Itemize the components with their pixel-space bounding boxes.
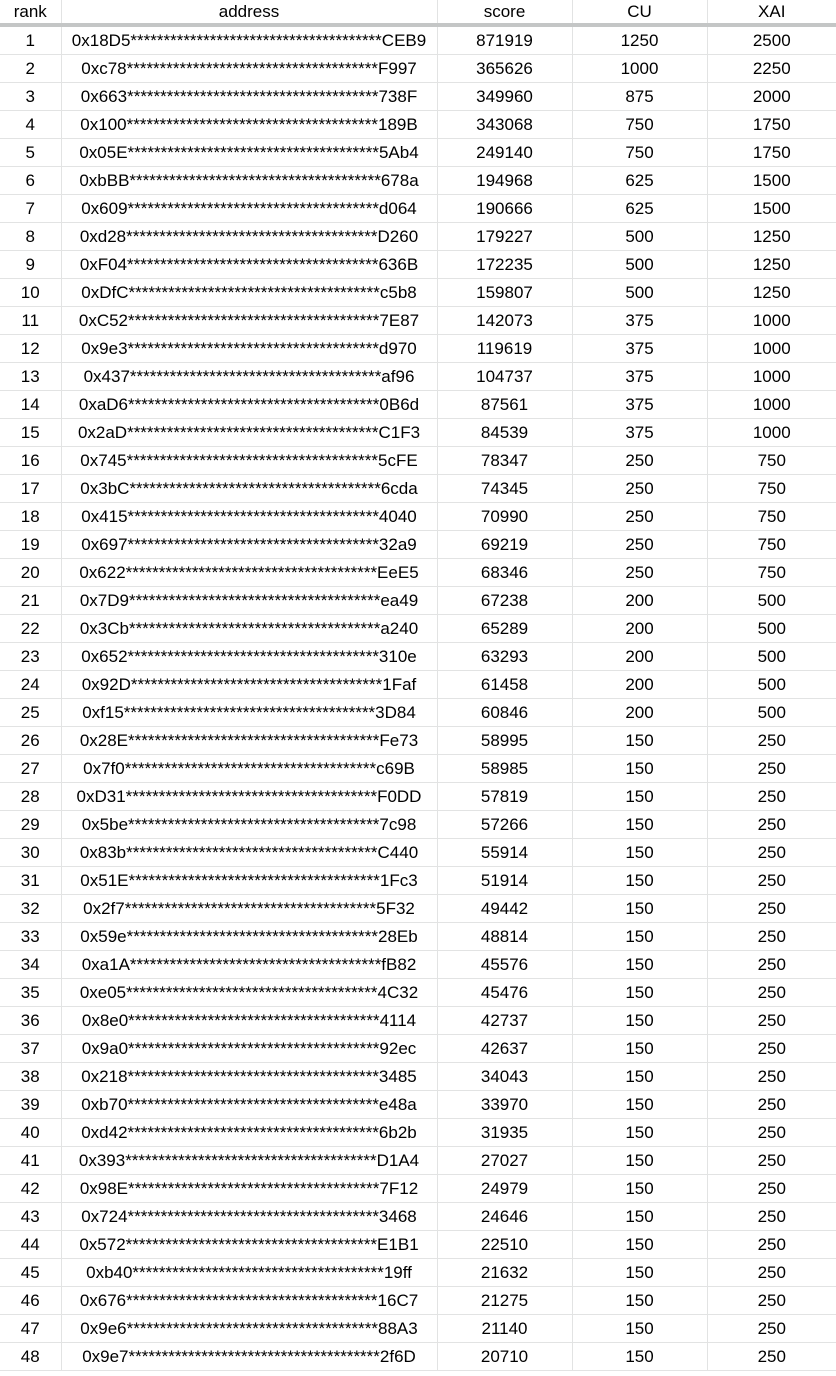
table-row[interactable] <box>0 1007 836 1035</box>
table-row[interactable] <box>0 167 836 195</box>
xai-cell[interactable]: 500 <box>707 643 836 671</box>
score-cell[interactable]: 58985 <box>437 755 572 783</box>
xai-cell[interactable]: 250 <box>707 839 836 867</box>
cu-cell[interactable]: 150 <box>572 811 707 839</box>
table-row[interactable] <box>0 755 836 783</box>
xai-cell[interactable]: 1000 <box>707 391 836 419</box>
rank-cell[interactable]: 30 <box>0 839 61 867</box>
xai-cell[interactable]: 500 <box>707 587 836 615</box>
rank-cell[interactable]: 4 <box>0 111 61 139</box>
table-row[interactable] <box>0 139 836 167</box>
address-cell[interactable]: 0x572**************************************E1B1 <box>61 1231 437 1259</box>
rank-cell[interactable]: 29 <box>0 811 61 839</box>
score-cell[interactable]: 69219 <box>437 531 572 559</box>
xai-cell[interactable]: 250 <box>707 727 836 755</box>
score-cell[interactable]: 42637 <box>437 1035 572 1063</box>
score-cell[interactable]: 142073 <box>437 307 572 335</box>
table-row[interactable] <box>0 419 836 447</box>
rank-cell[interactable]: 42 <box>0 1175 61 1203</box>
rank-cell[interactable]: 45 <box>0 1259 61 1287</box>
cu-cell[interactable]: 150 <box>572 1259 707 1287</box>
address-cell[interactable]: 0xe05**************************************4C32 <box>61 979 437 1007</box>
column-header-score[interactable]: score <box>437 0 572 25</box>
cu-cell[interactable]: 150 <box>572 1315 707 1343</box>
rank-cell[interactable]: 17 <box>0 475 61 503</box>
xai-cell[interactable]: 250 <box>707 951 836 979</box>
score-cell[interactable]: 871919 <box>437 25 572 55</box>
cu-cell[interactable]: 1000 <box>572 55 707 83</box>
xai-cell[interactable]: 250 <box>707 1007 836 1035</box>
rank-cell[interactable]: 15 <box>0 419 61 447</box>
score-cell[interactable]: 365626 <box>437 55 572 83</box>
table-row[interactable] <box>0 111 836 139</box>
score-cell[interactable]: 45576 <box>437 951 572 979</box>
score-cell[interactable]: 21275 <box>437 1287 572 1315</box>
table-row[interactable] <box>0 895 836 923</box>
table-row[interactable] <box>0 195 836 223</box>
cu-cell[interactable]: 500 <box>572 251 707 279</box>
table-row[interactable] <box>0 643 836 671</box>
cu-cell[interactable]: 150 <box>572 755 707 783</box>
rank-cell[interactable]: 21 <box>0 587 61 615</box>
address-cell[interactable]: 0x7f0**************************************c69B <box>61 755 437 783</box>
cu-cell[interactable]: 375 <box>572 335 707 363</box>
xai-cell[interactable]: 250 <box>707 1035 836 1063</box>
score-cell[interactable]: 21140 <box>437 1315 572 1343</box>
table-row[interactable] <box>0 503 836 531</box>
address-cell[interactable]: 0xb40**************************************19ff <box>61 1259 437 1287</box>
score-cell[interactable]: 67238 <box>437 587 572 615</box>
address-cell[interactable]: 0xa1A**************************************fB82 <box>61 951 437 979</box>
table-row[interactable] <box>0 587 836 615</box>
cu-cell[interactable]: 150 <box>572 1203 707 1231</box>
score-cell[interactable]: 60846 <box>437 699 572 727</box>
cu-cell[interactable]: 250 <box>572 559 707 587</box>
cu-cell[interactable]: 375 <box>572 391 707 419</box>
cu-cell[interactable]: 375 <box>572 307 707 335</box>
score-cell[interactable]: 24646 <box>437 1203 572 1231</box>
cu-cell[interactable]: 200 <box>572 587 707 615</box>
address-cell[interactable]: 0x3Cb**************************************a240 <box>61 615 437 643</box>
address-cell[interactable]: 0x28E**************************************Fe73 <box>61 727 437 755</box>
address-cell[interactable]: 0xd42**************************************6b2b <box>61 1119 437 1147</box>
xai-cell[interactable]: 750 <box>707 559 836 587</box>
cu-cell[interactable]: 200 <box>572 643 707 671</box>
table-row[interactable] <box>0 1287 836 1315</box>
score-cell[interactable]: 45476 <box>437 979 572 1007</box>
table-row[interactable] <box>0 335 836 363</box>
score-cell[interactable]: 349960 <box>437 83 572 111</box>
score-cell[interactable]: 51914 <box>437 867 572 895</box>
header-row <box>0 0 836 25</box>
rank-cell[interactable]: 2 <box>0 55 61 83</box>
column-header-cu[interactable]: CU <box>572 0 707 25</box>
xai-cell[interactable]: 2250 <box>707 55 836 83</box>
table-row[interactable] <box>0 1203 836 1231</box>
address-cell[interactable]: 0x51E**************************************1Fc3 <box>61 867 437 895</box>
xai-cell[interactable]: 1500 <box>707 195 836 223</box>
rank-cell[interactable]: 33 <box>0 923 61 951</box>
cu-cell[interactable]: 150 <box>572 923 707 951</box>
xai-cell[interactable]: 250 <box>707 895 836 923</box>
address-cell[interactable]: 0x663**************************************738F <box>61 83 437 111</box>
score-cell[interactable]: 31935 <box>437 1119 572 1147</box>
xai-cell[interactable]: 1000 <box>707 335 836 363</box>
xai-cell[interactable]: 250 <box>707 1091 836 1119</box>
address-cell[interactable]: 0x05E**************************************5Ab4 <box>61 139 437 167</box>
xai-cell[interactable]: 1000 <box>707 363 836 391</box>
table-row[interactable] <box>0 55 836 83</box>
table-row[interactable] <box>0 83 836 111</box>
score-cell[interactable]: 20710 <box>437 1343 572 1371</box>
address-cell[interactable]: 0xd28**************************************D260 <box>61 223 437 251</box>
address-cell[interactable]: 0xDfC**************************************c5b8 <box>61 279 437 307</box>
rank-cell[interactable]: 25 <box>0 699 61 727</box>
xai-cell[interactable]: 1250 <box>707 223 836 251</box>
cu-cell[interactable]: 250 <box>572 531 707 559</box>
cu-cell[interactable]: 150 <box>572 783 707 811</box>
xai-cell[interactable]: 2500 <box>707 25 836 55</box>
rank-cell[interactable]: 10 <box>0 279 61 307</box>
address-cell[interactable]: 0x415**************************************4040 <box>61 503 437 531</box>
xai-cell[interactable]: 250 <box>707 1231 836 1259</box>
address-cell[interactable]: 0x609**************************************d064 <box>61 195 437 223</box>
score-cell[interactable]: 22510 <box>437 1231 572 1259</box>
rank-cell[interactable]: 39 <box>0 1091 61 1119</box>
table-row[interactable] <box>0 1259 836 1287</box>
rank-cell[interactable]: 43 <box>0 1203 61 1231</box>
xai-cell[interactable]: 250 <box>707 783 836 811</box>
rank-cell[interactable]: 24 <box>0 671 61 699</box>
rank-cell[interactable]: 32 <box>0 895 61 923</box>
cu-cell[interactable]: 150 <box>572 839 707 867</box>
rank-cell[interactable]: 46 <box>0 1287 61 1315</box>
rank-cell[interactable]: 11 <box>0 307 61 335</box>
cu-cell[interactable]: 250 <box>572 475 707 503</box>
cu-cell[interactable]: 150 <box>572 1147 707 1175</box>
column-header-xai[interactable]: XAI <box>707 0 836 25</box>
xai-cell[interactable]: 250 <box>707 1315 836 1343</box>
score-cell[interactable]: 172235 <box>437 251 572 279</box>
rank-cell[interactable]: 36 <box>0 1007 61 1035</box>
score-cell[interactable]: 78347 <box>437 447 572 475</box>
address-cell[interactable]: 0x59e**************************************28Eb <box>61 923 437 951</box>
cu-cell[interactable]: 750 <box>572 111 707 139</box>
address-cell[interactable]: 0xaD6**************************************0B6d <box>61 391 437 419</box>
table-row[interactable] <box>0 1147 836 1175</box>
cu-cell[interactable]: 150 <box>572 1119 707 1147</box>
xai-cell[interactable]: 250 <box>707 1287 836 1315</box>
table-row[interactable] <box>0 1343 836 1371</box>
address-cell[interactable]: 0x9e3**************************************d970 <box>61 335 437 363</box>
score-cell[interactable]: 68346 <box>437 559 572 587</box>
xai-cell[interactable]: 250 <box>707 1063 836 1091</box>
xai-cell[interactable]: 1500 <box>707 167 836 195</box>
table-row[interactable] <box>0 307 836 335</box>
address-cell[interactable]: 0xbBB**************************************678a <box>61 167 437 195</box>
address-cell[interactable]: 0x92D**************************************1Faf <box>61 671 437 699</box>
table-row[interactable] <box>0 979 836 1007</box>
table-row[interactable] <box>0 1175 836 1203</box>
rank-cell[interactable]: 31 <box>0 867 61 895</box>
score-cell[interactable]: 61458 <box>437 671 572 699</box>
xai-cell[interactable]: 250 <box>707 1259 836 1287</box>
score-cell[interactable]: 57819 <box>437 783 572 811</box>
table-row[interactable] <box>0 811 836 839</box>
cu-cell[interactable]: 150 <box>572 1007 707 1035</box>
score-cell[interactable]: 249140 <box>437 139 572 167</box>
table-row[interactable] <box>0 1063 836 1091</box>
rank-cell[interactable]: 48 <box>0 1343 61 1371</box>
table-body <box>0 25 836 1371</box>
table-row[interactable] <box>0 447 836 475</box>
column-header-address[interactable]: address <box>61 0 437 25</box>
xai-cell[interactable]: 1750 <box>707 139 836 167</box>
table-row[interactable] <box>0 1119 836 1147</box>
score-cell[interactable]: 119619 <box>437 335 572 363</box>
xai-cell[interactable]: 750 <box>707 503 836 531</box>
address-cell[interactable]: 0xF04**************************************636B <box>61 251 437 279</box>
cu-cell[interactable]: 375 <box>572 419 707 447</box>
address-cell[interactable]: 0x9a0**************************************92ec <box>61 1035 437 1063</box>
rank-cell[interactable]: 26 <box>0 727 61 755</box>
rank-cell[interactable]: 6 <box>0 167 61 195</box>
address-cell[interactable]: 0xC52**************************************7E87 <box>61 307 437 335</box>
rank-cell[interactable]: 27 <box>0 755 61 783</box>
rank-cell[interactable]: 38 <box>0 1063 61 1091</box>
address-cell[interactable]: 0x652**************************************310e <box>61 643 437 671</box>
score-cell[interactable]: 194968 <box>437 167 572 195</box>
rank-cell[interactable]: 19 <box>0 531 61 559</box>
xai-cell[interactable]: 250 <box>707 1175 836 1203</box>
xai-cell[interactable]: 1750 <box>707 111 836 139</box>
score-cell[interactable]: 87561 <box>437 391 572 419</box>
cu-cell[interactable]: 150 <box>572 1175 707 1203</box>
table-row[interactable] <box>0 279 836 307</box>
column-header-rank[interactable]: rank <box>0 0 61 25</box>
xai-cell[interactable]: 250 <box>707 755 836 783</box>
rank-cell[interactable]: 35 <box>0 979 61 1007</box>
cu-cell[interactable]: 500 <box>572 279 707 307</box>
score-cell[interactable]: 65289 <box>437 615 572 643</box>
table-row[interactable] <box>0 699 836 727</box>
score-cell[interactable]: 58995 <box>437 727 572 755</box>
score-cell[interactable]: 343068 <box>437 111 572 139</box>
address-cell[interactable]: 0x18D5**************************************CEB9 <box>61 25 437 55</box>
table-row[interactable] <box>0 223 836 251</box>
cu-cell[interactable]: 150 <box>572 1091 707 1119</box>
address-cell[interactable]: 0x697**************************************32a9 <box>61 531 437 559</box>
address-cell[interactable]: 0x676**************************************16C7 <box>61 1287 437 1315</box>
xai-cell[interactable]: 750 <box>707 475 836 503</box>
score-cell[interactable]: 70990 <box>437 503 572 531</box>
table-row[interactable] <box>0 727 836 755</box>
cu-cell[interactable]: 1250 <box>572 25 707 55</box>
cu-cell[interactable]: 150 <box>572 867 707 895</box>
address-cell[interactable]: 0x724**************************************3468 <box>61 1203 437 1231</box>
address-cell[interactable]: 0xb70**************************************e48a <box>61 1091 437 1119</box>
xai-cell[interactable]: 250 <box>707 1203 836 1231</box>
score-cell[interactable]: 104737 <box>437 363 572 391</box>
xai-cell[interactable]: 250 <box>707 811 836 839</box>
table-row[interactable] <box>0 1035 836 1063</box>
rank-cell[interactable]: 23 <box>0 643 61 671</box>
table-row[interactable] <box>0 251 836 279</box>
cu-cell[interactable]: 150 <box>572 979 707 1007</box>
table-row[interactable] <box>0 1231 836 1259</box>
address-cell[interactable]: 0x3bC**************************************6cda <box>61 475 437 503</box>
cu-cell[interactable]: 150 <box>572 1035 707 1063</box>
score-cell[interactable]: 57266 <box>437 811 572 839</box>
cu-cell[interactable]: 200 <box>572 615 707 643</box>
xai-cell[interactable]: 250 <box>707 923 836 951</box>
cu-cell[interactable]: 200 <box>572 671 707 699</box>
rank-cell[interactable]: 37 <box>0 1035 61 1063</box>
address-cell[interactable]: 0x437**************************************af96 <box>61 363 437 391</box>
rank-cell[interactable]: 41 <box>0 1147 61 1175</box>
xai-cell[interactable]: 250 <box>707 1343 836 1371</box>
cu-cell[interactable]: 875 <box>572 83 707 111</box>
table-row[interactable] <box>0 867 836 895</box>
xai-cell[interactable]: 500 <box>707 671 836 699</box>
rank-cell[interactable]: 16 <box>0 447 61 475</box>
cu-cell[interactable]: 250 <box>572 447 707 475</box>
xai-cell[interactable]: 1000 <box>707 307 836 335</box>
cu-cell[interactable]: 625 <box>572 167 707 195</box>
score-cell[interactable]: 21632 <box>437 1259 572 1287</box>
rank-cell[interactable]: 5 <box>0 139 61 167</box>
score-cell[interactable]: 63293 <box>437 643 572 671</box>
cu-cell[interactable]: 375 <box>572 363 707 391</box>
xai-cell[interactable]: 500 <box>707 699 836 727</box>
score-cell[interactable]: 34043 <box>437 1063 572 1091</box>
address-cell[interactable]: 0x83b**************************************C440 <box>61 839 437 867</box>
table-row[interactable] <box>0 839 836 867</box>
address-cell[interactable]: 0x5be**************************************7c98 <box>61 811 437 839</box>
address-cell[interactable]: 0xf15**************************************3D84 <box>61 699 437 727</box>
score-cell[interactable]: 55914 <box>437 839 572 867</box>
score-cell[interactable]: 24979 <box>437 1175 572 1203</box>
address-cell[interactable]: 0x9e6**************************************88A3 <box>61 1315 437 1343</box>
xai-cell[interactable]: 1250 <box>707 251 836 279</box>
cu-cell[interactable]: 150 <box>572 1343 707 1371</box>
table-row[interactable] <box>0 951 836 979</box>
rank-cell[interactable]: 7 <box>0 195 61 223</box>
xai-cell[interactable]: 750 <box>707 447 836 475</box>
xai-cell[interactable]: 250 <box>707 1147 836 1175</box>
score-cell[interactable]: 190666 <box>437 195 572 223</box>
score-cell[interactable]: 159807 <box>437 279 572 307</box>
score-cell[interactable]: 42737 <box>437 1007 572 1035</box>
address-cell[interactable]: 0x8e0**************************************4114 <box>61 1007 437 1035</box>
table-row[interactable] <box>0 671 836 699</box>
address-cell[interactable]: 0x2aD**************************************C1F3 <box>61 419 437 447</box>
cu-cell[interactable]: 150 <box>572 727 707 755</box>
rank-cell[interactable]: 20 <box>0 559 61 587</box>
rank-cell[interactable]: 18 <box>0 503 61 531</box>
cu-cell[interactable]: 150 <box>572 1231 707 1259</box>
rank-cell[interactable]: 3 <box>0 83 61 111</box>
address-cell[interactable]: 0x100**************************************189B <box>61 111 437 139</box>
xai-cell[interactable]: 250 <box>707 867 836 895</box>
cu-cell[interactable]: 200 <box>572 699 707 727</box>
cu-cell[interactable]: 150 <box>572 951 707 979</box>
cu-cell[interactable]: 150 <box>572 1287 707 1315</box>
table-row[interactable] <box>0 25 836 55</box>
score-cell[interactable]: 74345 <box>437 475 572 503</box>
score-cell[interactable]: 27027 <box>437 1147 572 1175</box>
cu-cell[interactable]: 500 <box>572 223 707 251</box>
rank-cell[interactable]: 34 <box>0 951 61 979</box>
address-cell[interactable]: 0x7D9**************************************ea49 <box>61 587 437 615</box>
address-cell[interactable]: 0x622**************************************EeE5 <box>61 559 437 587</box>
xai-cell[interactable]: 2000 <box>707 83 836 111</box>
rank-cell[interactable]: 47 <box>0 1315 61 1343</box>
table-row[interactable] <box>0 363 836 391</box>
rank-cell[interactable]: 28 <box>0 783 61 811</box>
xai-cell[interactable]: 1000 <box>707 419 836 447</box>
table-row[interactable] <box>0 783 836 811</box>
address-cell[interactable]: 0x745**************************************5cFE <box>61 447 437 475</box>
score-cell[interactable]: 33970 <box>437 1091 572 1119</box>
score-cell[interactable]: 48814 <box>437 923 572 951</box>
xai-cell[interactable]: 500 <box>707 615 836 643</box>
table-row[interactable] <box>0 531 836 559</box>
address-cell[interactable]: 0x9e7**************************************2f6D <box>61 1343 437 1371</box>
cu-cell[interactable]: 150 <box>572 895 707 923</box>
table-row[interactable] <box>0 1315 836 1343</box>
rank-cell[interactable]: 12 <box>0 335 61 363</box>
rank-cell[interactable]: 14 <box>0 391 61 419</box>
table-row[interactable] <box>0 559 836 587</box>
rank-cell[interactable]: 9 <box>0 251 61 279</box>
score-cell[interactable]: 179227 <box>437 223 572 251</box>
rank-cell[interactable]: 8 <box>0 223 61 251</box>
score-cell[interactable]: 49442 <box>437 895 572 923</box>
rank-cell[interactable]: 40 <box>0 1119 61 1147</box>
cu-cell[interactable]: 250 <box>572 503 707 531</box>
table-row[interactable] <box>0 475 836 503</box>
table-row[interactable] <box>0 391 836 419</box>
address-cell[interactable]: 0x218**************************************3485 <box>61 1063 437 1091</box>
address-cell[interactable]: 0xD31**************************************F0DD <box>61 783 437 811</box>
address-cell[interactable]: 0x98E**************************************7F12 <box>61 1175 437 1203</box>
xai-cell[interactable]: 250 <box>707 979 836 1007</box>
cu-cell[interactable]: 150 <box>572 1063 707 1091</box>
xai-cell[interactable]: 750 <box>707 531 836 559</box>
rank-cell[interactable]: 13 <box>0 363 61 391</box>
cu-cell[interactable]: 750 <box>572 139 707 167</box>
address-cell[interactable]: 0x2f7**************************************5F32 <box>61 895 437 923</box>
rank-cell[interactable]: 1 <box>0 25 61 55</box>
table-row[interactable] <box>0 1091 836 1119</box>
table-row[interactable] <box>0 923 836 951</box>
xai-cell[interactable]: 1250 <box>707 279 836 307</box>
xai-cell[interactable]: 250 <box>707 1119 836 1147</box>
score-cell[interactable]: 84539 <box>437 419 572 447</box>
cu-cell[interactable]: 625 <box>572 195 707 223</box>
rank-cell[interactable]: 22 <box>0 615 61 643</box>
rank-cell[interactable]: 44 <box>0 1231 61 1259</box>
table-row[interactable] <box>0 615 836 643</box>
address-cell[interactable]: 0x393**************************************D1A4 <box>61 1147 437 1175</box>
address-cell[interactable]: 0xc78**************************************F997 <box>61 55 437 83</box>
